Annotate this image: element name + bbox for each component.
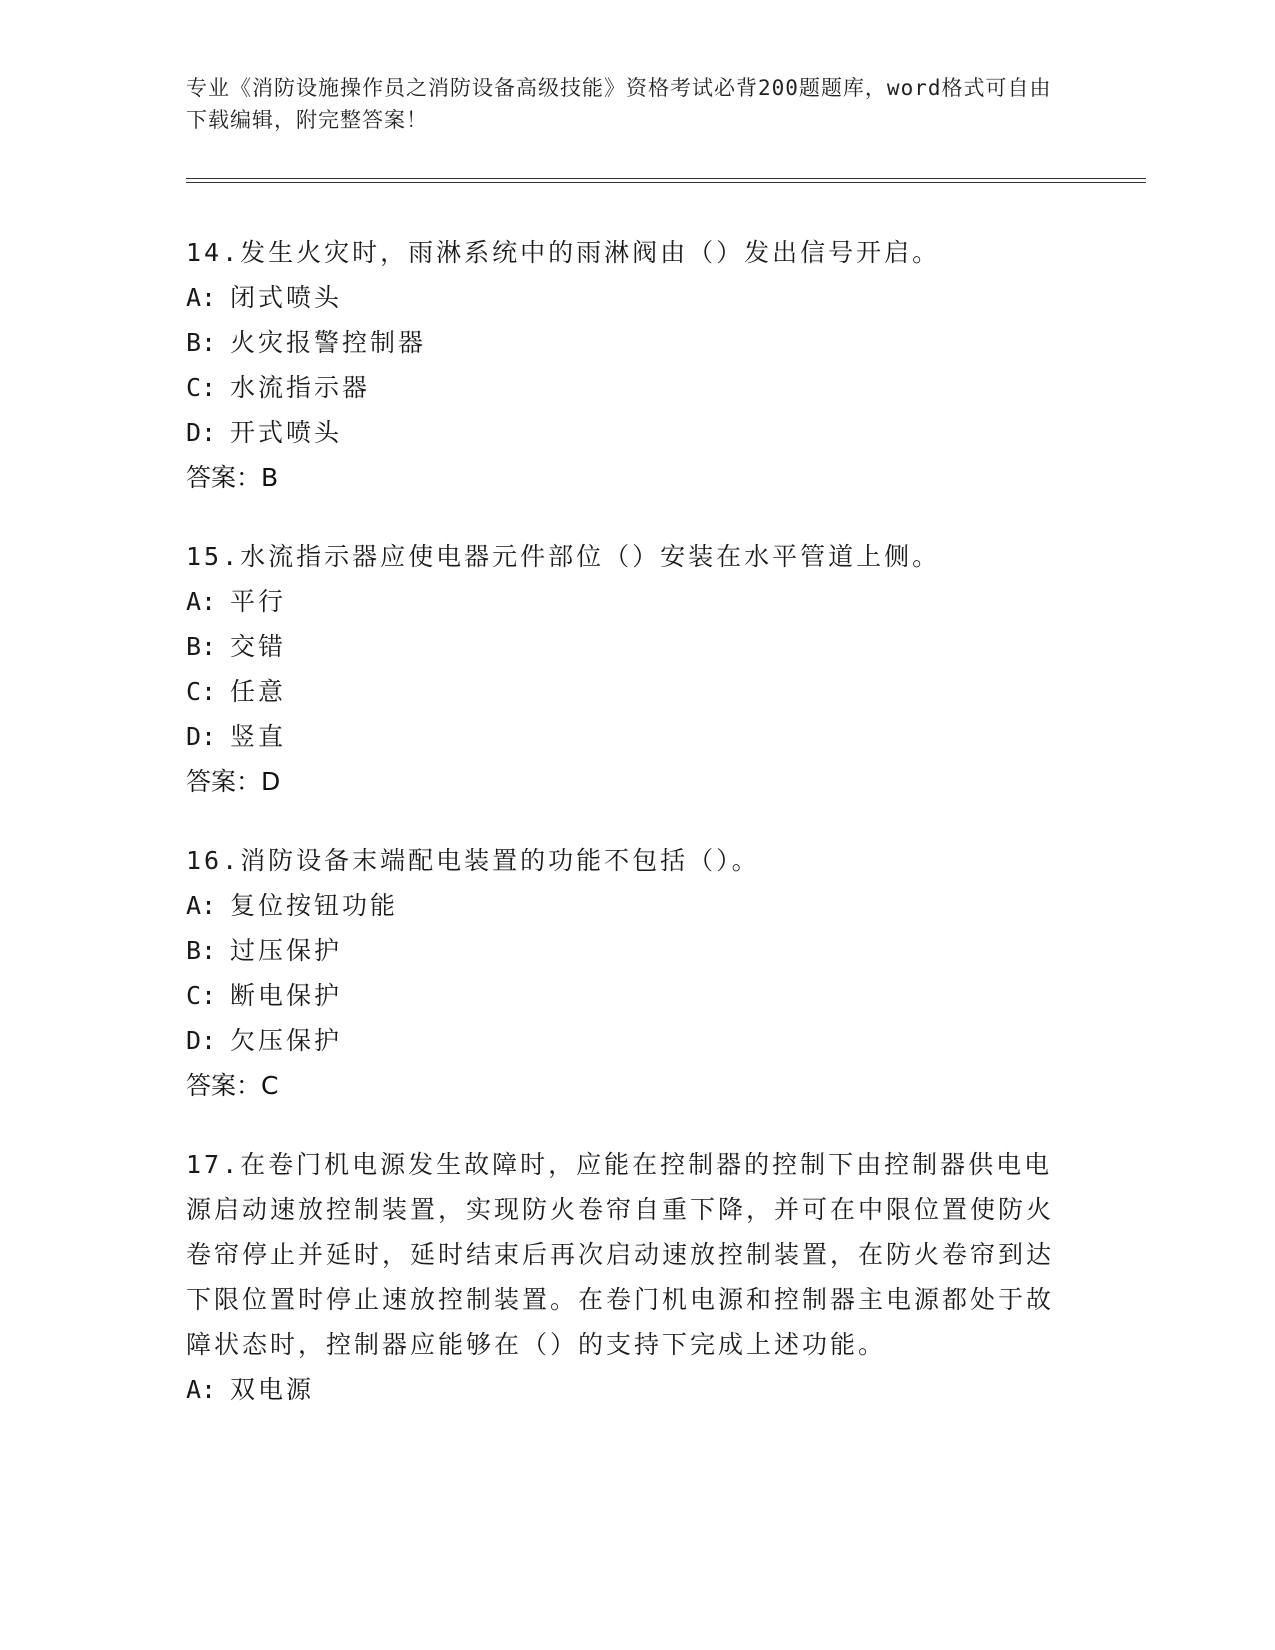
option-text: 任意 <box>230 677 287 706</box>
option-text: 火灾报警控制器 <box>230 328 427 357</box>
question-17 <box>186 1142 1066 1412</box>
question-15 <box>186 534 1066 804</box>
answer-line <box>186 759 1066 804</box>
option-text: 开式喷头 <box>230 418 343 447</box>
option-key: A: <box>186 891 217 920</box>
question-stem: 14.发生火灾时，雨淋系统中的雨淋阀由（）发出信号开启。 <box>186 238 941 267</box>
question-14 <box>186 230 1066 500</box>
answer-prefix: 答案： <box>186 463 262 492</box>
option-text: 欠压保护 <box>230 1026 343 1055</box>
answer-prefix: 答案： <box>186 767 262 796</box>
option-d <box>186 714 1066 759</box>
header-rule-top <box>186 178 1146 179</box>
question-stem: 17.在卷门机电源发生故障时，应能在控制器的控制下由控制器供电电源启动速放控制装置，实现防火卷帘自重下降，并可在中限位置使防火卷帘停止并延时，延时结束后再次启动速放控制装置，在防火卷帘到达下限位置时停止速放控制装置。在卷门机电源和控制器主电源都处于故障状态时，控制器应能够在（）的支持下完成上述功能。 <box>186 1150 1055 1359</box>
option-key: D: <box>186 722 217 751</box>
option-c <box>186 973 1066 1018</box>
question-stem: 16.消防设备末端配电装置的功能不包括（）。 <box>186 846 760 875</box>
option-d <box>186 410 1066 455</box>
option-key: B: <box>186 328 217 357</box>
option-key: B: <box>186 936 217 965</box>
answer-prefix: 答案： <box>186 1071 262 1100</box>
option-text: 复位按钮功能 <box>230 891 399 920</box>
option-text: 竖直 <box>230 722 287 751</box>
question-stem: 15.水流指示器应使电器元件部位（）安装在水平管道上侧。 <box>186 542 941 571</box>
option-c <box>186 669 1066 714</box>
option-a <box>186 1367 1066 1412</box>
option-key: C: <box>186 981 217 1010</box>
option-text: 过压保护 <box>230 936 343 965</box>
option-a <box>186 883 1066 928</box>
question-list <box>186 230 1066 1446</box>
answer-value: B <box>261 463 279 492</box>
option-a <box>186 275 1066 320</box>
option-key: A: <box>186 1375 217 1404</box>
option-text: 交错 <box>230 632 287 661</box>
option-text: 平行 <box>230 587 287 616</box>
question-16 <box>186 838 1066 1108</box>
option-key: B: <box>186 632 217 661</box>
answer-line <box>186 1063 1066 1108</box>
option-key: C: <box>186 373 217 402</box>
option-text: 水流指示器 <box>230 373 371 402</box>
option-key: D: <box>186 1026 217 1055</box>
option-c <box>186 365 1066 410</box>
option-key: C: <box>186 677 217 706</box>
option-b <box>186 928 1066 973</box>
header-rule-bottom <box>186 182 1146 183</box>
option-a <box>186 579 1066 624</box>
option-key: A: <box>186 283 217 312</box>
option-text: 断电保护 <box>230 981 343 1010</box>
option-key: D: <box>186 418 217 447</box>
option-d <box>186 1018 1066 1063</box>
answer-value: D <box>261 767 281 796</box>
document-header: 专业《消防设施操作员之消防设备高级技能》资格考试必背200题题库，word格式可自由下载编辑，附完整答案！ <box>186 76 1052 132</box>
option-text: 闭式喷头 <box>230 283 343 312</box>
option-key: A: <box>186 587 217 616</box>
option-b <box>186 320 1066 365</box>
option-text: 双电源 <box>230 1375 315 1404</box>
answer-line <box>186 455 1066 500</box>
option-b <box>186 624 1066 669</box>
answer-value: C <box>261 1071 279 1100</box>
